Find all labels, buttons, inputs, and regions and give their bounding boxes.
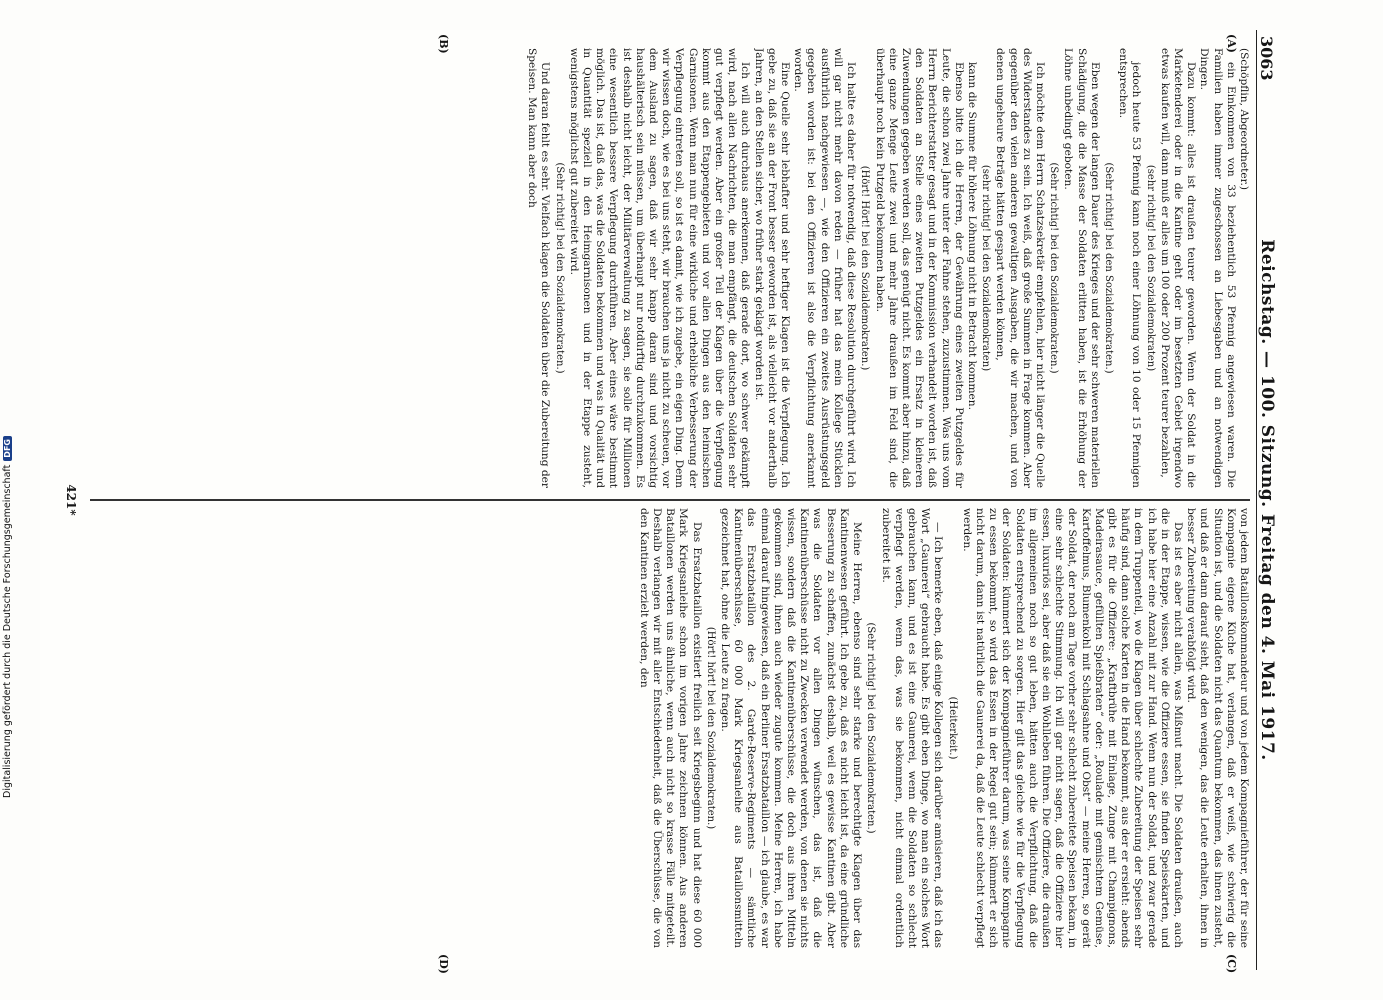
- paragraph: (Schöpflin, Abgeordneter.): [1238, 48, 1250, 191]
- column-divider: [90, 499, 1250, 501]
- paragraph: kann die Summe für höhere Löhnung nicht in Betracht kommen.: [965, 62, 978, 410]
- paragraph: Ebenso bitte ich die Herren, der Gewährung eines zweiten Putzgeldes für Leute, die schon zwei Jahre unter der Fahne stehen, zuzustimmen. Was uns vom Herrn Berichterstatter gesagt und in der Kommission verhandelt worden ist, daß den Soldaten an Stelle eines zweiten Putzgeldes ein Ersatz in kleineren Zuwendungen gegeben werden soll, das genügt nicht. Es kommt aber hinzu, daß eine ganze Menge Leute zwei und mehr Jahre draußen im Feld sind, die überhaupt noch kein Putzgeld bekommen haben.: [873, 48, 965, 488]
- paragraph: Das Ersatzbataillon existiert freilich seit Kriegsbeginn und hat diese 60 000 Mark Kriegsanleihe schon im vorigen Jahre zeichnen können. Aus anderen Bataillonen werden uns ähnliche, wenn auch nicht so krasse Fälle mitgeteilt. Deshalb verlangen wir mit aller Entschiedenheit, daß die Überschüsse, die von den Kantinen erzielt werden, den: [637, 508, 703, 948]
- interjection: (Sehr richtig! bei den Sozialdemokraten.): [865, 622, 877, 834]
- paragraph: Eben wegen der langen Dauer des Krieges und der sehr schweren materiellen Schädigung, die die Masse der Soldaten erlitten haben, ist die Erhöhung der Löhne unbedingt geboten.: [1062, 48, 1101, 488]
- rotated-newspaper-page: [40, 30, 1290, 974]
- paragraph: jedoch heute 53 Pfennig kann noch einer Löhnung von 10 oder 15 Pfennigen entsprechen.: [1117, 48, 1143, 488]
- paragraph: — Ich bemerke eben, daß einige Kollegen sich darüber amüsieren, daß ich das Wort „Gaunerei“ gebraucht habe. Es gibt eben Dinge, wo man ein solches Wort gebrauchen kann, und es ist eine Gaunerei, wenn die Soldaten so schlecht verpflegt werden, wenn das, was sie bekommen, nicht einmal ordentlich zubereitet ist.: [879, 508, 945, 948]
- left-text-column: [90, 48, 1250, 488]
- paragraph: Und daran fehlt es sehr. Vielfach klagen die Soldaten über die Zubereitung der Speisen. Man kann aber doch: [526, 48, 552, 488]
- paragraph: von jedem Bataillonskommandeur und von jedem Kompagnieführer, der für seine Kompagnie eigene Küche hat, verlangen, daß er weiß, wie schwierig die Situation ist, und die Soldaten nicht das Quantum bekommen, das ihnen zusteht, und daß er dann darauf sieht, daß den wenigen, das die Leute erhalten, ihnen in besser Zubereitung verabfolgt wird.: [1185, 508, 1250, 948]
- interjection: (sehr richtig! bei den Sozialdemokraten): [980, 164, 992, 372]
- margin-mark-b: (B): [437, 34, 450, 54]
- interjection: (Hört! hört! bei den Sozialdemokraten.): [704, 626, 716, 830]
- paragraph: Eine Quelle sehr lebhafter und sehr heftiger Klagen ist die Verpflegung. Ich gebe zu, daß sie an der Front besser geworden ist, als vielleicht vor anderthalb Jahren, an den Stellen sicher, wo früher stark geklagt worden ist.: [752, 48, 792, 488]
- paragraph: Ich möchte dem Herrn Schatzsekretär empfehlen, hier nicht länger die Quelle des Widerstandes zu sein. Ich weiß, daß große Summen in Frage kommen. Aber gegenüber den vielen anderen gewaltigen Ausgaben, die wir machen, und von denen ungeheure Beträge hätten gespart werden können,: [994, 48, 1046, 488]
- interjection: (Sehr richtig! bei den Sozialdemokraten.): [1048, 162, 1060, 374]
- margin-mark-d: (D): [437, 954, 450, 974]
- interjection: (Sehr richtig! bei den Sozialdemokraten.): [1102, 162, 1114, 374]
- margin-mark-a: (A): [1225, 34, 1238, 53]
- interjection: (sehr richtig! bei den Sozialdemokraten): [1144, 164, 1156, 372]
- paragraph: Ich will auch durchaus anerkennen, daß gerade dort, wo schwer gekämpft wird, nach allen Nachrichten, die man empfängt, die deutschen Soldaten sehr gut verpflegt werden. Aber ein großer Teil der Klagen über die Verpflegung kommt aus den Etappengebieten und vor allen Dingen aus den heimischen Garnisonen. Wenn man nun für eine wirkliche und erhebliche Verbesserung der Verpflegung eintreten soll, so ist es damit, wie ich zugebe, ein eigen Ding. Denn wir wissen doch, wie es bei uns steht, wir brauchen uns ja nicht zu scheuen, vor dem Ausland zu sagen, daß wir sehr knapp daran sind und vorsichtig haushälterisch sein müssen, um überhaupt nur notdürftig durchzukommen. Es ist deshalb nicht leicht, der Militärverwaltung zu sagen, sie solle für Millionen eine wesentlich bessere Verpflegung durchführen. Aber eines wäre bestimmt möglich. Das ist, daß das, was die Soldaten bekommen und was in Qualität und in Quantität speziell in den Heimgarnisonen und in der Etappe zusteht, wenigstens möglichst gut zubereitet wird.: [567, 48, 752, 488]
- paragraph: Ich halte es daher für notwendig, daß diese Resolution durchgeführt wird. Ich will gar nicht mehr davon reden — früher hat das mein Kollege Stücklen ausführlich nachgewiesen —, wie den Offizieren ein zweites Ausrüstungsgeld gegeben worden ist: bei den Offizieren ist also die Verpflichtung anerkannt worden.: [792, 48, 858, 488]
- page-header: [1256, 30, 1290, 970]
- right-text-column: [90, 508, 1250, 948]
- dfg-logo: DFG: [3, 436, 12, 461]
- paragraph: Meine Herren, ebenso sind sehr starke und berechtigte Klagen über das Kantinenwesen geführt. Ich gebe zu, daß es nicht leicht ist, da eine gründliche Besserung zu schaffen, zunächst deshalb, weil es gewisse Kantinen gibt. Aber was die Soldaten vor allen Dingen wünschen, das ist, daß die Kantinenüberschüsse nicht zu Zwecken verwendet werden, von denen sie nichts wissen, sondern daß die Kantinenüberschüsse, die doch aus ihren Mitteln gekommen sind, ihnen auch wieder zugute kommen. Meine Herren, ich habe einmal darauf hingewiesen, daß ein Berliner Ersatzbataillon — ich glaube, es war das Ersatzbataillon des 2. Garde-Reserve-Regiments — sämtliche Kantinenüberschüsse, 60 000 Mark Kriegsanleihe aus Bataillonsmitteln gezeichnet hat, ohne die Leute zu fragen.: [719, 508, 864, 948]
- paragraph: Dazu kommt: alles ist draußen teurer geworden. Wenn der Soldat in die Marketenderei oder in die Kantine geht oder im besetzten Gebiet irgendwo etwas kaufen will, dann muß er alles um 100 oder 200 Prozent teurer bezahlen,: [1158, 48, 1198, 488]
- sheet-mark: 421*: [64, 484, 78, 516]
- interjection: (Sehr richtig! bei den Sozialdemokraten.): [553, 162, 565, 374]
- digitization-credit: [2, 198, 18, 798]
- interjection: (Heiterkeit.): [946, 696, 958, 760]
- page-number: 3063: [1257, 36, 1276, 81]
- page-title: Reichstag. — 100. Sitzung. Freitag den 4. Mai 1917.: [1257, 239, 1277, 761]
- interjection: (Hört! Hört! bei den Sozialdemokraten.): [859, 165, 871, 371]
- paragraph: ein Einkommen von 33 beziehentlich 53 Pfennig angewiesen waren. Die Familien haben immer zugeschossen an Liebesgaben und an notwendigen Dingen.: [1198, 48, 1237, 488]
- credit-text: Digitalisierung gefördert durch die Deutsche Forschungsgemeinschaft: [2, 464, 13, 798]
- paragraph: Das ist es aber nicht allein, was Mißmut macht. Die Soldaten draußen, auch die in der Etappe, wissen, wie die Offiziere essen, sie finden Speisekarten, und ich habe hier eine Anzahl mit zur Hand. Wenn nun der Soldat, und zwar gerade in dem Truppenteil, wo die Klagen über schlechte Zubereitung der Speisen sehr häufig sind, dann solche Karten in die Hand bekommt, aus der er ersieht: abends gibt es für die Offiziere: „Kraftbrühe mit Einlage, Zunge mit Champignons, Madeirasauce, gefüllten Spießbraten“ oder: „Roulade mit gemischtem Gemüse, Kartoffelmus, Blumenkohl mit Schlagsahne und Obst“ — meine Herren, so gerät der Soldat, der noch am Tage vorher sehr schlecht zubereitete Speisen bekam, in eine sehr schlechte Stimmung. Ich will gar nicht sagen, daß die Offiziere hier essen, luxuriös sei, aber daß sie ein Wohlleben führen. Die Offiziere, die draußen im allgemeinen noch so gut leben, hätten auch die Verpflichtung, daß die Soldaten entsprechend zu sorgen. Hier gilt das gleiche wie für die Verpflegung der Soldaten: kümmert sich der Kompagnieführer darum, was seine Kompagnie zu essen bekommt, so wird das Essen in der Regel gut sein; kümmert er sich nicht darum, dann ist natürlich die Gaunerei da, daß die Leute schlecht verpflegt werden.: [960, 508, 1184, 948]
- margin-mark-c: (C): [1225, 954, 1238, 974]
